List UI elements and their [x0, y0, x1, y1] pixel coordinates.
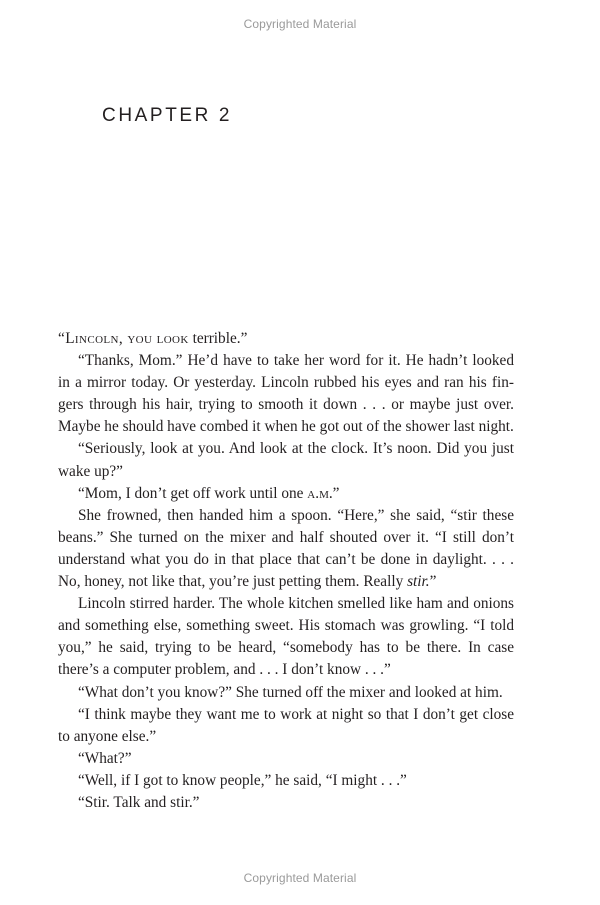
opening-small-caps: “Lincoln, you look — [58, 330, 189, 347]
paragraph-4-before: “Mom, I don’t get off work until one — [78, 484, 308, 502]
body-text — [58, 328, 514, 814]
am-abbreviation: a.m. — [307, 484, 333, 502]
paragraph-11: “Stir. Talk and stir.” — [78, 793, 200, 811]
emphasis-stir: stir. — [407, 573, 430, 591]
paragraph-5-after: ” — [429, 573, 437, 591]
paragraph-2: “Thanks, Mom.” He’d have to take her word for it. He hadn’t looked in a mirror today. Or yesterday. Lincoln rubbed his eyes and ran his fingers through his hair, trying to smooth it down . . . or maybe just over. Maybe he should have combed it when he got out of the shower last night. — [58, 352, 514, 436]
paragraph-4 — [58, 483, 514, 505]
paragraph-8: “I think maybe they want me to work at night so that I don’t get close to anyone else.” — [58, 705, 514, 745]
copyright-watermark-top: Copyrighted Material — [243, 17, 357, 31]
paragraph-6: Lincoln stirred harder. The whole kitchen smelled like ham and onions and something else, something sweet. His stomach was growling. “I told you,” he said, trying to be heard, “somebody has to be there. In case there’s a computer problem, and . . . I don’t know . . .” — [58, 595, 514, 679]
paragraph-3: “Seriously, look at you. And look at the clock. It’s noon. Did you just wake up?” — [58, 440, 514, 480]
paragraph-5-before: She frowned, then handed him a spoon. “Here,” she said, “stir these beans.” She turned on the mixer and half shouted over it. “I still don’t understand what you do in that place that can’t be done in daylight. . . . No, honey, not like that, you’re just petting them. Really — [58, 506, 514, 591]
chapter-heading: CHAPTER 2 — [102, 105, 233, 126]
paragraph-1-text: terrible.” — [188, 330, 248, 347]
paragraph-10: “Well, if I got to know people,” he said, “I might . . .” — [78, 771, 407, 789]
paragraph-1 — [58, 328, 514, 350]
paragraph-4-after: ” — [332, 484, 340, 502]
paragraph-7: “What don’t you know?” She turned off the mixer and looked at him. — [78, 683, 503, 701]
paragraph-9: “What?” — [78, 749, 132, 767]
paragraph-5 — [58, 505, 514, 593]
copyright-watermark-bottom: Copyrighted Material — [243, 871, 357, 885]
